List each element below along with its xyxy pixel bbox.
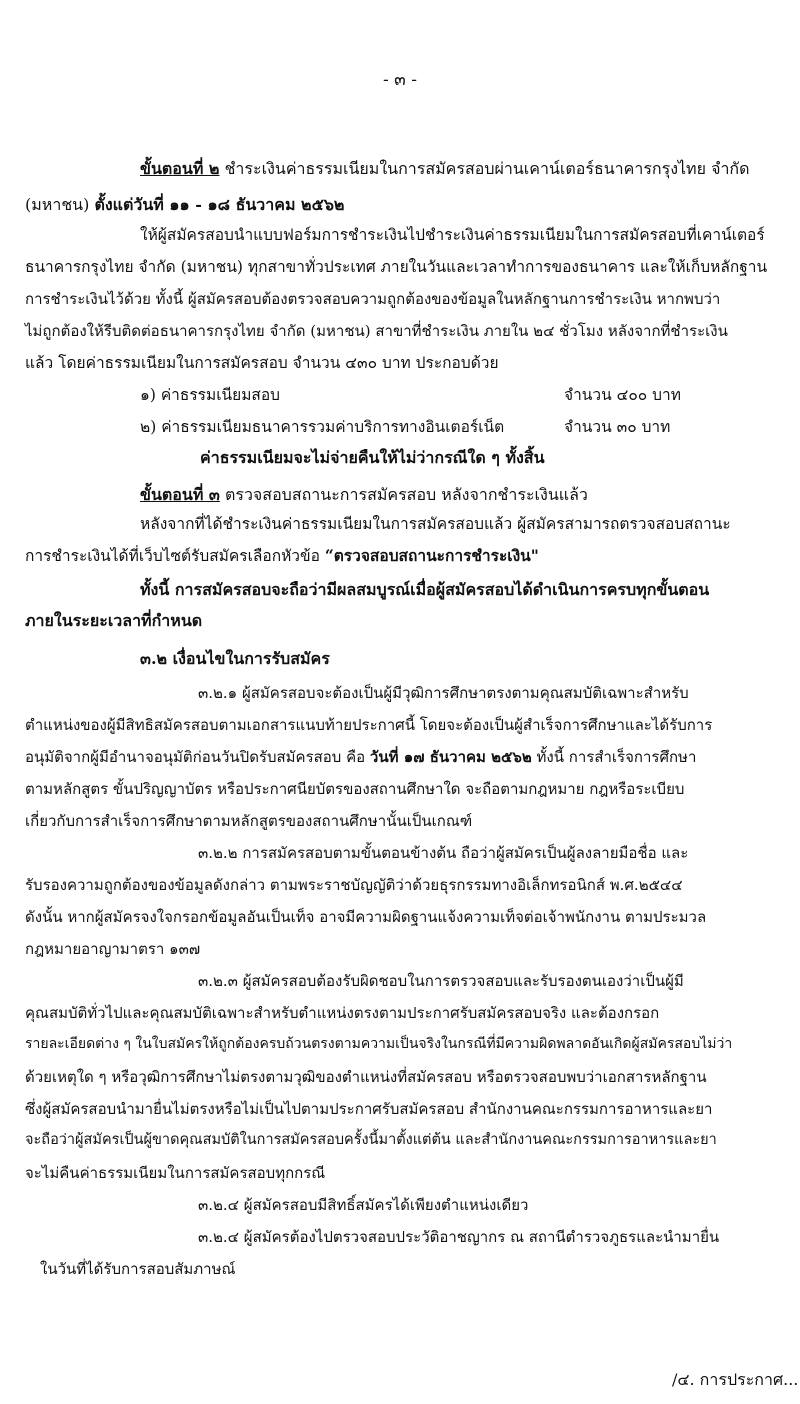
fee-item-amount: จำนวน ๓๐ บาท bbox=[564, 418, 671, 436]
step3-paragraph-line: หลังจากที่ได้ชำระเงินค่าธรรมเนียมในการสมัครสอบแล้ว ผู้สมัครสามารถตรวจสอบสถานะ bbox=[140, 515, 731, 533]
condition-line: ๓.๒.๒ การสมัครสอบตามขั้นตอนข้างต้น ถือว่าผู้สมัครเป็นผู้ลงลายมือชื่อ และ bbox=[198, 844, 689, 862]
condition-line: รายละเอียดต่าง ๆ ในใบสมัครให้ถูกต้องครบถ้วนตรงตามความเป็นจริงในกรณีที่มีความผิดพลาดอันเกิดผู้สมัครสอบไม่ว่า bbox=[25, 1036, 733, 1052]
condition-line: กฎหมายอาญามาตรา ๑๓๗ bbox=[25, 940, 201, 958]
step2-line1: ขั้นตอนที่ ๒ ชำระเงินค่าธรรมเนียมในการสมัครสอบผ่านเคาน์เตอร์ธนาคารกรุงไทย จำกัด bbox=[140, 159, 750, 178]
step2-paragraph-line: ธนาคารกรุงไทย จำกัด (มหาชน) ทุกสาขาทั่วประเทศ ภายในวันและเวลาทำการของธนาคาร และให้เก็บหลักฐาน bbox=[25, 258, 768, 276]
step2-paragraph-line: การชำระเงินไว้ด้วย ทั้งนี้ ผู้สมัครสอบต้องตรวจสอบความถูกต้องของข้อมูลในหลักฐานการชำระเงิน หากพบว่า bbox=[25, 290, 721, 308]
page-number: - ๓ - bbox=[383, 70, 417, 90]
condition-line: ๓.๒.๑ ผู้สมัครสอบจะต้องเป็นผู้มีวุฒิการศึกษาตรงตามคุณสมบัติเฉพาะสำหรับ bbox=[198, 684, 689, 702]
condition-line: ๓.๒.๔ ผู้สมัครต้องไปตรวจสอบประวัติอาชญากร ณ สถานีตำรวจภูธรและนำมายื่น bbox=[198, 1228, 720, 1246]
condition-line: ตำแหน่งของผู้มีสิทธิสมัครสอบตามเอกสารแนบท้ายประกาศนี้ โดยจะต้องเป็นผู้สำเร็จการศึกษาและได้รับการ bbox=[25, 716, 713, 734]
step2-line2: (มหาชน) ตั้งแต่วันที่ ๑๑ - ๑๘ ธันวาคม ๒๕๖๒ bbox=[25, 195, 345, 214]
condition-line: ดังนั้น หากผู้สมัครจงใจกรอกข้อมูลอันเป็นเท็จ อาจมีความผิดฐานแจ้งความเท็จต่อเจ้าพนักงาน ตามประมวล bbox=[25, 908, 707, 926]
condition-line: ๓.๒.๓ ผู้สมัครสอบต้องรับผิดชอบในการตรวจสอบและรับรองตนเองว่าเป็นผู้มี bbox=[198, 972, 684, 990]
condition-line: คุณสมบัติทั่วไปและคุณสมบัติเฉพาะสำหรับตำแหน่งตรงตามประกาศรับสมัครสอบจริง และต้องกรอก bbox=[25, 1004, 660, 1022]
condition-line: ซึ่งผู้สมัครสอบนำมายื่นไม่ตรงหรือไม่เป็นไปตามประกาศรับสมัครสอบ สำนักงานคณะกรรมการอาหารและยา bbox=[25, 1100, 713, 1118]
condition-line: ๓.๒.๔ ผู้สมัครสอบมีสิทธิ์สมัครได้เพียงตำแหน่งเดียว bbox=[198, 1196, 529, 1214]
step2-paragraph-line: ให้ผู้สมัครสอบนำแบบฟอร์มการชำระเงินไปชำระเงินค่าธรรมเนียมในการสมัครสอบที่เคาน์เตอร์ bbox=[140, 226, 765, 244]
condition-line: จะไม่คืนค่าธรรมเนียมในการสมัครสอบทุกกรณี bbox=[25, 1164, 326, 1182]
step2-paragraph-line: แล้ว โดยค่าธรรมเนียมในการสมัครสอบ จำนวน ๔๓๐ บาท ประกอบด้วย bbox=[25, 354, 499, 372]
step3-paragraph-line: การชำระเงินได้ที่เว็บไซต์รับสมัครเลือกหัวข้อ “ตรวจสอบสถานะการชำระเงิน" bbox=[25, 546, 539, 565]
completion-note: ภายในระยะเวลาที่กำหนด bbox=[25, 611, 203, 630]
condition-line: จะถือว่าผู้สมัครเป็นผู้ขาดคุณสมบัติในการสมัครสอบครั้งนี้มาตั้งแต่ต้น และสำนักงานคณะกรรมการอาหารและยา bbox=[25, 1132, 717, 1148]
condition-line: ในวันที่ได้รับการสอบสัมภาษณ์ bbox=[40, 1260, 236, 1278]
section-heading: ๓.๒ เงื่อนไขในการรับสมัคร bbox=[140, 649, 330, 668]
step2-dates: ตั้งแต่วันที่ ๑๑ - ๑๘ ธันวาคม ๒๕๖๒ bbox=[94, 195, 345, 214]
next-page-reference: /๔. การประกาศ... bbox=[672, 1370, 799, 1389]
check-status-topic: “ตรวจสอบสถานะการชำระเงิน" bbox=[324, 546, 539, 565]
no-refund-notice: ค่าธรรมเนียมจะไม่จ่ายคืนให้ไม่ว่ากรณีใด ๆ ทั้งสิ้น bbox=[200, 448, 545, 467]
fee-item-label: ๒) ค่าธรรมเนียมธนาคารรวมค่าบริการทางอินเตอร์เน็ต bbox=[140, 418, 505, 436]
step3-line1: ขั้นตอนที่ ๓ ตรวจสอบสถานะการสมัครสอบ หลังจากชำระเงินแล้ว bbox=[140, 485, 588, 504]
fee-item-label: ๑) ค่าธรรมเนียมสอบ bbox=[140, 386, 281, 404]
step2-paragraph-line: ไม่ถูกต้องให้รีบติดต่อธนาคารกรุงไทย จำกัด (มหาชน) สาขาที่ชำระเงิน ภายใน ๒๔ ชั่วโมง หลังจากที่ชำระเงิน bbox=[25, 322, 728, 340]
condition-line: อนุมัติจากผู้มีอำนาจอนุมัติก่อนวันปิดรับสมัครสอบ คือ วันที่ ๑๗ ธันวาคม ๒๕๖๒ ทั้งนี้ การสำเร็จการศึกษา bbox=[25, 748, 697, 766]
condition-line: ด้วยเหตุใด ๆ หรือวุฒิการศึกษาไม่ตรงตามวุฒิของตำแหน่งที่สมัครสอบ หรือตรวจสอบพบว่าเอกสารหลักฐาน bbox=[25, 1068, 707, 1086]
condition-line: เกี่ยวกับการสำเร็จการศึกษาตามหลักสูตรของสถานศึกษานั้นเป็นเกณฑ์ bbox=[25, 812, 473, 830]
condition-line: ตามหลักสูตร ขั้นปริญญาบัตร หรือประกาศนียบัตรของสถานศึกษาใด จะถือตามกฎหมาย กฎหรือระเบียบ bbox=[25, 780, 685, 798]
completion-note: ทั้งนี้ การสมัครสอบจะถือว่ามีผลสมบูรณ์เมื่อผู้สมัครสอบได้ดำเนินการครบทุกขั้นตอน bbox=[140, 580, 710, 599]
step2-title: ขั้นตอนที่ ๒ bbox=[140, 159, 220, 178]
fee-item-amount: จำนวน ๔๐๐ บาท bbox=[564, 386, 681, 404]
step3-title: ขั้นตอนที่ ๓ bbox=[140, 485, 220, 504]
closing-date: วันที่ ๑๗ ธันวาคม ๒๕๖๒ bbox=[369, 748, 532, 766]
condition-line: รับรองความถูกต้องของข้อมูลดังกล่าว ตามพระราชบัญญัติว่าด้วยธุรกรรมทางอิเล็กทรอนิกส์ พ.ศ.๒๕๔๔ bbox=[25, 876, 683, 894]
